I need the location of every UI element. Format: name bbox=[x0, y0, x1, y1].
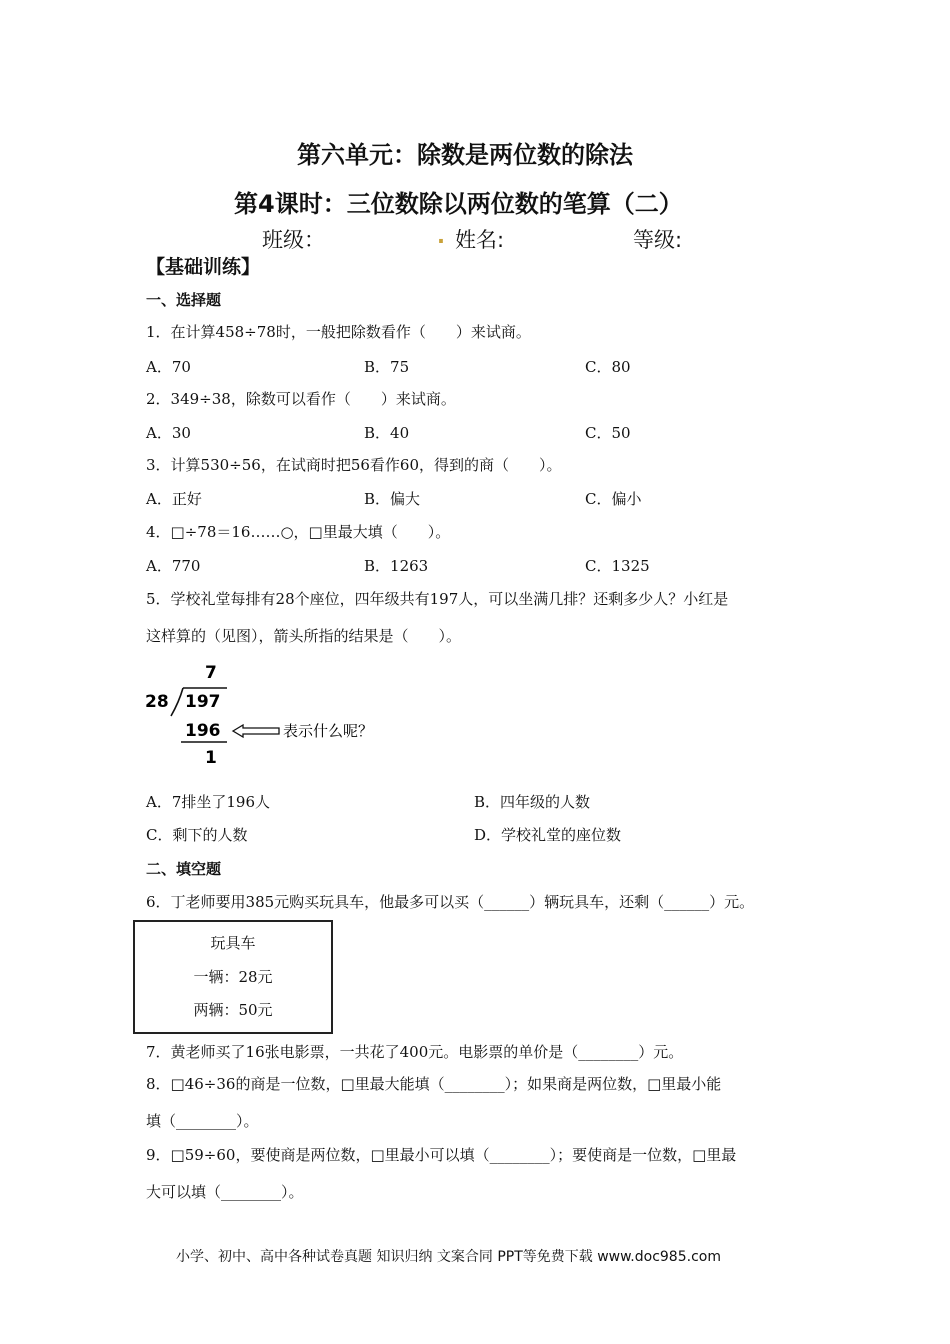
section-fill-in: 二、填空题 bbox=[146, 860, 222, 878]
question-2: 2．349÷38，除数可以看作（ ）来试商。 bbox=[146, 390, 456, 408]
basic-training-heading: 【基础训练】 bbox=[146, 256, 261, 278]
q3-option-a: A．正好 bbox=[146, 490, 202, 508]
long-division-figure bbox=[143, 658, 403, 770]
figure-dividend: 197 bbox=[185, 692, 221, 712]
q4-option-c: C．1325 bbox=[585, 557, 650, 575]
name-label: 姓名: bbox=[455, 228, 505, 252]
arrow-icon bbox=[233, 725, 279, 737]
figure-product: 196 bbox=[185, 721, 221, 741]
q1-option-b: B．75 bbox=[364, 358, 410, 376]
division-bracket bbox=[171, 688, 183, 716]
question-8-line-1: 8．□46÷36的商是一位数，□里最大能填（________）；如果商是两位数，□里最小能 bbox=[146, 1075, 722, 1093]
question-8-line-2: 填（________）。 bbox=[146, 1112, 259, 1130]
section-multiple-choice: 一、选择题 bbox=[146, 291, 222, 309]
q2-option-c: C．50 bbox=[585, 424, 631, 442]
price-one-car: 一辆：28元 bbox=[193, 968, 273, 986]
grade-label: 等级: bbox=[633, 228, 683, 252]
figure-quotient: 7 bbox=[205, 663, 217, 683]
q5-option-b: B．四年级的人数 bbox=[474, 793, 591, 811]
q4-option-b: B．1263 bbox=[364, 557, 429, 575]
question-4: 4．□÷78＝16……○，□里最大填（ ）。 bbox=[146, 523, 451, 541]
price-two-cars: 两辆：50元 bbox=[193, 1001, 273, 1019]
q5-option-d: D．学校礼堂的座位数 bbox=[474, 826, 622, 844]
footer-text: 小学、初中、高中各种试卷真题 知识归纳 文案合同 PPT等免费下载 www.doc985.com bbox=[176, 1249, 721, 1265]
q2-option-b: B．40 bbox=[364, 424, 410, 442]
question-7: 7．黄老师买了16张电影票，一共花了400元。电影票的单价是（________）元。 bbox=[146, 1043, 684, 1061]
q1-option-c: C．80 bbox=[585, 358, 631, 376]
separator-dot: . bbox=[437, 224, 445, 248]
q5-option-c: C．剩下的人数 bbox=[146, 826, 248, 844]
q1-option-a: A．70 bbox=[146, 358, 191, 376]
class-label: 班级： bbox=[262, 228, 325, 252]
q2-option-a: A．30 bbox=[146, 424, 191, 442]
question-5-line-1: 5．学校礼堂每排有28个座位，四年级共有197人，可以坐满几排？还剩多少人？小红是 bbox=[146, 590, 729, 608]
q5-option-a: A．7排坐了196人 bbox=[146, 793, 271, 811]
q4-option-a: A．770 bbox=[146, 557, 201, 575]
question-1: 1．在计算458÷78时，一般把除数看作（ ）来试商。 bbox=[146, 323, 531, 341]
figure-note: 表示什么呢？ bbox=[283, 722, 374, 740]
question-9-line-1: 9．□59÷60，要使商是两位数，□里最小可以填（________）；要使商是一位数，□里最 bbox=[146, 1146, 737, 1164]
question-5-line-2: 这样算的（见图），箭头所指的结果是（ ）。 bbox=[146, 627, 462, 645]
figure-divisor: 28 bbox=[145, 692, 169, 712]
page-title: 第六单元：除数是两位数的除法 bbox=[297, 141, 633, 169]
figure-remainder: 1 bbox=[205, 748, 217, 768]
question-9-line-2: 大可以填（________）。 bbox=[146, 1183, 304, 1201]
toy-car-price-box bbox=[133, 920, 333, 1034]
q3-option-c: C．偏小 bbox=[585, 490, 642, 508]
price-box-title: 玩具车 bbox=[210, 934, 256, 952]
question-3: 3．计算530÷56，在试商时把56看作60，得到的商（ ）。 bbox=[146, 456, 562, 474]
page-subtitle: 第4课时：三位数除以两位数的笔算（二） bbox=[234, 190, 683, 218]
question-6: 6．丁老师要用385元购买玩具车，他最多可以买（______）辆玩具车，还剩（______）元。 bbox=[146, 893, 755, 911]
q3-option-b: B．偏大 bbox=[364, 490, 421, 508]
